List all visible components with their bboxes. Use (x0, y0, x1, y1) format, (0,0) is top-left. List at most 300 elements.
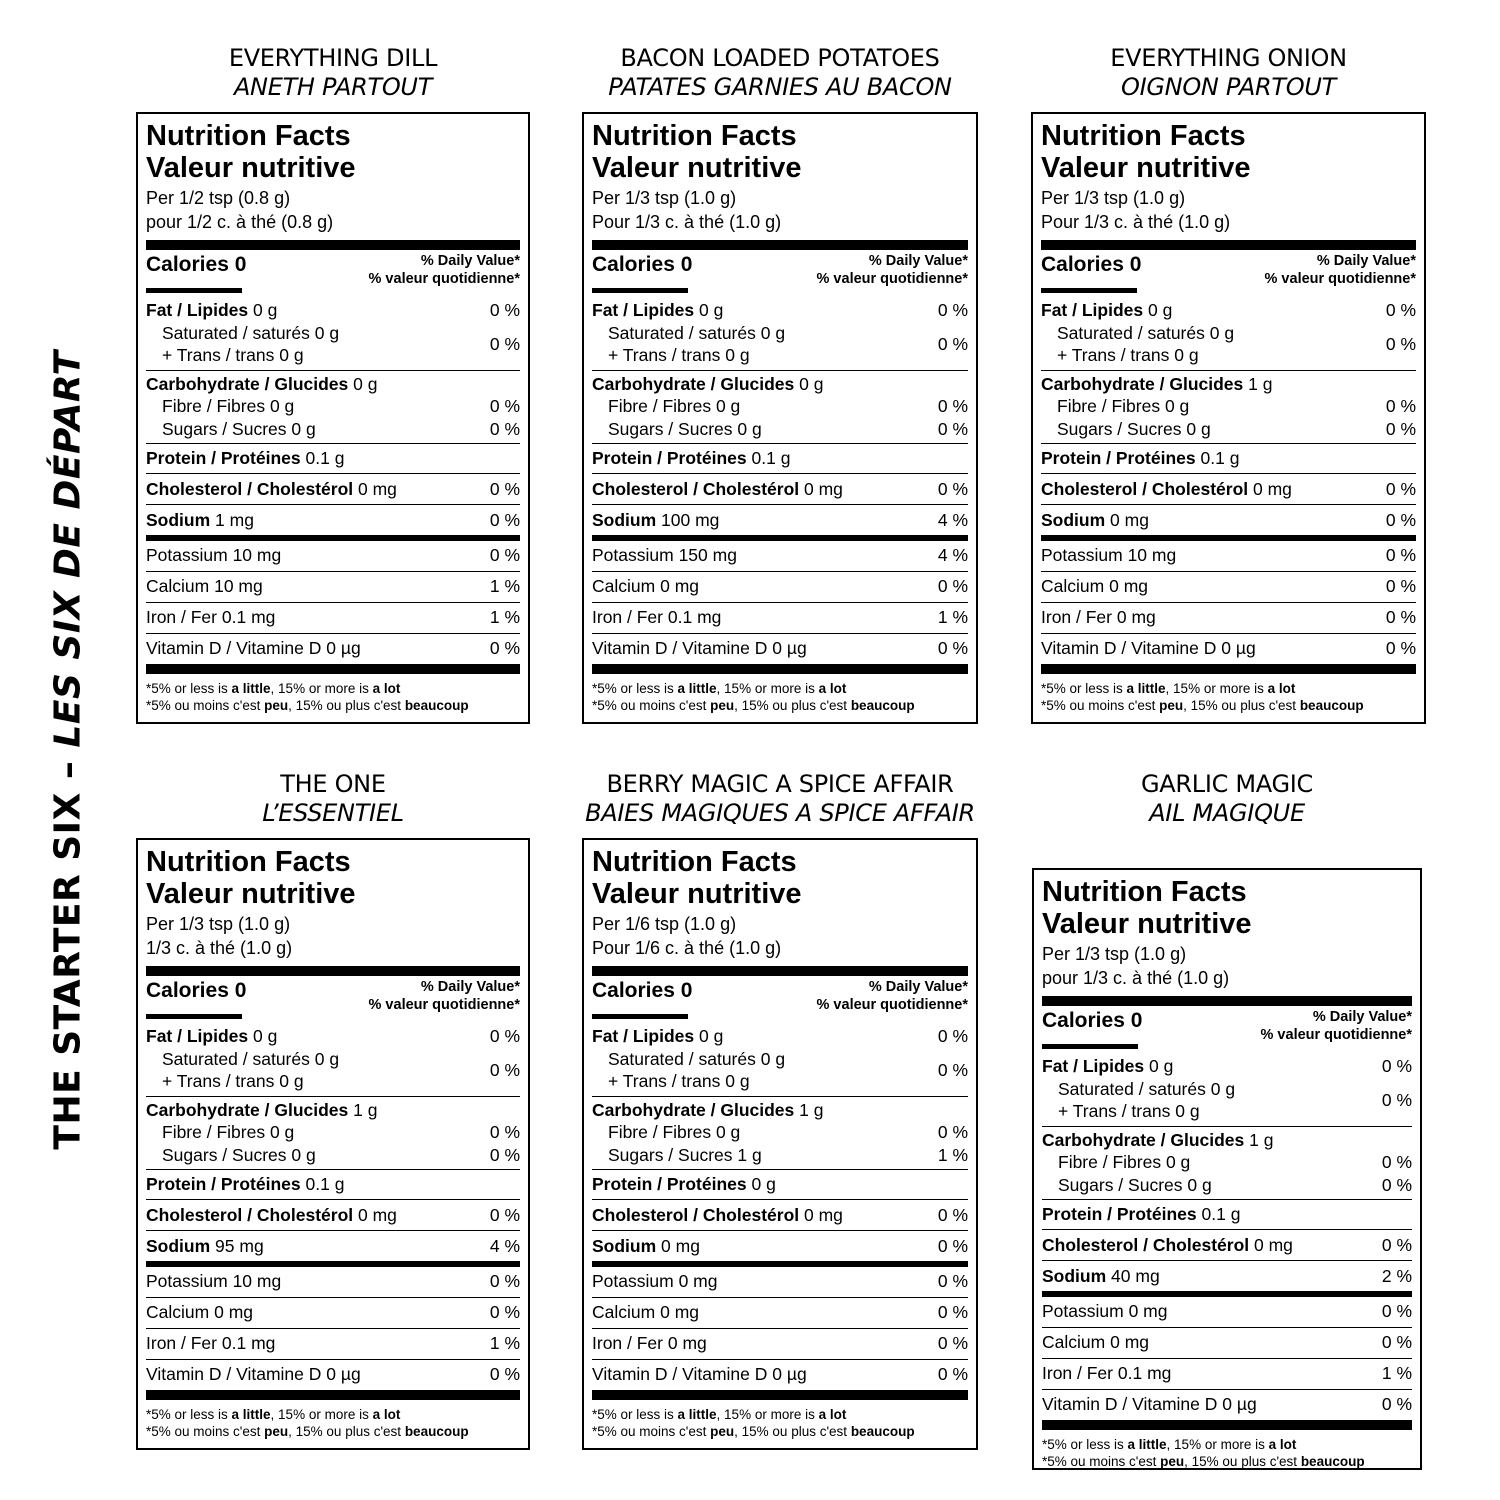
footnote-text: , 15% or more is (270, 680, 373, 696)
side-title-fr: LES SIX DE DÉPART (47, 350, 89, 761)
iron-value: 0.1 mg (1117, 1363, 1172, 1383)
chol-label: Cholesterol / Cholestérol (146, 478, 354, 499)
footnote-text: a lot (372, 680, 401, 696)
footnote-text: a little (1126, 680, 1166, 696)
calories-bar (1041, 288, 1137, 293)
chol-pct: 0 % (1381, 1234, 1412, 1255)
fibre-value: 0 g (715, 1122, 741, 1142)
calcium-pct: 0 % (1381, 1332, 1412, 1352)
calories-bar (146, 288, 242, 293)
product-title-fr: BAIES MAGIQUES A SPICE AFFAIR (585, 799, 975, 827)
potassium-pct: 4 % (937, 545, 968, 565)
serving-fr: pour 1/3 c. à thé (1.0 g) (1042, 968, 1230, 988)
serving-en: Per 1/3 tsp (1.0 g) (146, 914, 291, 934)
dv-fr: % valeur quotidienne* (816, 997, 968, 1013)
fibre-label: Fibre / Fibres (162, 396, 266, 416)
calcium-pct: 1 % (489, 576, 520, 596)
calcium-value: 0 mg (214, 1302, 253, 1322)
sodium-label: Sodium (592, 510, 657, 530)
carb-label: Carbohydrate / Glucides (592, 1099, 795, 1120)
sat-value: 0 g (1210, 1078, 1236, 1099)
calcium-value: 10 mg (214, 576, 263, 596)
serving-size (1042, 942, 1412, 990)
vitd-value: 0 µg (1221, 638, 1256, 658)
carb-value: 1 g (799, 1099, 824, 1120)
protein-row (592, 1170, 968, 1199)
sugars-label: Sugars / Sucres (1057, 418, 1182, 439)
calories-label: Calories (592, 253, 675, 276)
serving-size (146, 912, 520, 960)
dv-en: % Daily Value* (1316, 253, 1416, 269)
calcium-pct: 0 % (489, 1302, 520, 1322)
vitd-value: 0 µg (1222, 1394, 1257, 1414)
trans-value: 0 g (279, 1071, 304, 1091)
fibre-value: 0 g (269, 1122, 295, 1142)
footnote-text: beaucoup (850, 1423, 915, 1439)
cholesterol-row (592, 474, 968, 505)
carb-group (146, 371, 520, 444)
footnote-text: , 15% ou plus c'est (1183, 697, 1300, 713)
sodium-value: 0 mg (661, 1236, 700, 1256)
dv-en: % Daily Value* (1312, 1009, 1412, 1025)
potassium-label: Potassium (146, 1271, 228, 1291)
footnote-text: , 15% ou plus c'est (734, 1423, 851, 1439)
iron-pct: 0 % (1385, 607, 1416, 627)
divider (592, 240, 968, 250)
product-title-fr: AIL MAGIQUE (1149, 799, 1305, 827)
sugars-value: 0 g (1187, 1174, 1212, 1195)
calcium-pct: 0 % (1385, 576, 1416, 596)
protein-row (146, 1170, 520, 1199)
fat-value: 0 g (1148, 1056, 1174, 1076)
calcium-pct: 0 % (937, 1302, 968, 1322)
potassium-label: Potassium (592, 545, 674, 565)
iron-value: 0 mg (667, 1333, 707, 1353)
serving-size (592, 186, 968, 234)
sodium-label: Sodium (146, 1236, 211, 1256)
vitd-pct: 0 % (937, 1364, 968, 1384)
chol-pct: 0 % (489, 478, 520, 499)
serving-size (592, 912, 968, 960)
calories-value: 0 (1129, 253, 1142, 276)
sat-value: 0 g (760, 1048, 786, 1069)
potassium-value: 10 mg (1127, 545, 1177, 565)
fat-pct: 0 % (937, 1026, 968, 1046)
potassium-pct: 0 % (489, 1271, 520, 1291)
footnote-text: a little (231, 680, 271, 696)
potassium-row (592, 541, 968, 571)
product-title-fr: OIGNON PARTOUT (1121, 73, 1336, 101)
calcium-row (1042, 1328, 1412, 1358)
sugars-label: Sugars / Sucres (162, 418, 287, 439)
calories-row (146, 250, 520, 288)
protein-row (1042, 1200, 1412, 1229)
iron-label: Iron / Fer (146, 1333, 217, 1353)
calcium-row (1041, 572, 1416, 602)
chol-value: 0 mg (804, 478, 843, 499)
sat-label: Saturated / saturés (608, 1048, 756, 1069)
trans-label: + Trans / trans (1058, 1101, 1171, 1121)
calories-row (146, 976, 520, 1014)
iron-row (1042, 1359, 1412, 1389)
footnote-text: , 15% ou plus c'est (288, 1423, 405, 1439)
sat-trans-pct: 0 % (489, 1059, 520, 1080)
iron-row (592, 603, 968, 633)
vitd-pct: 0 % (489, 638, 520, 658)
iron-label: Iron / Fer (592, 607, 663, 627)
protein-row (1041, 444, 1416, 473)
cholesterol-row (592, 1200, 968, 1231)
divider (1042, 1420, 1412, 1430)
iron-row (146, 603, 520, 633)
fat-value: 0 g (698, 1026, 724, 1046)
vitamin-d-row (592, 1360, 968, 1390)
potassium-row (1041, 541, 1416, 571)
footnote-text: a lot (372, 1406, 401, 1422)
potassium-value: 0 mg (1128, 1301, 1168, 1321)
dv-fr: % valeur quotidienne* (816, 271, 968, 287)
sat-label: Saturated / saturés (162, 1048, 310, 1069)
footnote (146, 1400, 520, 1440)
fat-pct: 0 % (1381, 1056, 1412, 1076)
potassium-row (1042, 1297, 1412, 1327)
protein-label: Protein / Protéines (146, 1174, 301, 1194)
fibre-label: Fibre / Fibres (608, 396, 712, 416)
product-title-en: GARLIC MAGIC (1140, 770, 1314, 798)
fat-label: Fat / Lipides (1041, 300, 1144, 320)
footnote-text: *5% or less is (1041, 680, 1127, 696)
carb-group (592, 1097, 968, 1170)
carb-label: Carbohydrate / Glucides (592, 373, 795, 394)
fat-group (592, 1023, 968, 1096)
footnote-text: a lot (1267, 680, 1296, 696)
potassium-label: Potassium (592, 1271, 674, 1291)
calories-bar (592, 288, 688, 293)
carb-value: 1 g (353, 1099, 378, 1120)
vitd-label: Vitamin D / Vitamine D (592, 638, 768, 658)
sat-label: Saturated / saturés (1057, 322, 1205, 343)
heading-en: Nutrition Facts (146, 120, 351, 152)
chol-value: 0 mg (358, 478, 397, 499)
calories-bar (146, 1014, 242, 1019)
daily-value-header (1261, 1008, 1412, 1044)
heading-en: Nutrition Facts (1041, 120, 1246, 152)
fibre-label: Fibre / Fibres (608, 1122, 712, 1142)
footnote (1041, 674, 1416, 714)
protein-value: 0.1 g (305, 1174, 345, 1194)
sat-label: Saturated / saturés (1058, 1078, 1206, 1099)
sugars-value: 1 g (737, 1144, 762, 1165)
sodium-pct: 0 % (1385, 510, 1416, 530)
product-title-fr: L’ESSENTIEL (262, 799, 404, 827)
serving-fr: 1/3 c. à thé (1.0 g) (146, 938, 293, 958)
sat-value: 0 g (314, 1048, 340, 1069)
potassium-label: Potassium (146, 545, 228, 565)
footnote-text: peu (1160, 1453, 1185, 1469)
potassium-pct: 0 % (1385, 545, 1416, 565)
calories-value: 0 (680, 979, 693, 1002)
vitd-value: 0 µg (326, 1364, 361, 1384)
protein-label: Protein / Protéines (592, 1174, 747, 1194)
divider (146, 1390, 520, 1400)
sat-trans-pct: 0 % (1381, 1089, 1412, 1110)
sugars-value: 0 g (291, 418, 316, 439)
calories-row (1041, 250, 1416, 288)
calories-label: Calories (1041, 253, 1124, 276)
fibre-pct: 0 % (937, 396, 968, 416)
fibre-label: Fibre / Fibres (1057, 396, 1161, 416)
vitamin-d-row (592, 634, 968, 664)
potassium-row (146, 541, 520, 571)
fat-group (1041, 297, 1416, 370)
sodium-row (1041, 505, 1416, 535)
iron-pct: 1 % (1381, 1363, 1412, 1383)
sodium-row (592, 505, 968, 535)
calories-label: Calories (146, 253, 229, 276)
vitd-label: Vitamin D / Vitamine D (146, 1364, 322, 1384)
sat-label: Saturated / saturés (162, 322, 310, 343)
iron-value: 0.1 mg (221, 1333, 276, 1353)
divider (1041, 240, 1416, 250)
vitamin-d-row (1041, 634, 1416, 664)
chol-pct: 0 % (1385, 478, 1416, 499)
dv-fr: % valeur quotidienne* (368, 997, 520, 1013)
carb-group (1041, 371, 1416, 444)
potassium-pct: 0 % (937, 1271, 968, 1291)
sodium-label: Sodium (1041, 510, 1106, 530)
footnote-text: a little (231, 1406, 271, 1422)
sodium-value: 100 mg (661, 510, 720, 530)
nutrition-facts-label (136, 112, 530, 724)
heading-fr: Valeur nutritive (146, 878, 356, 910)
calcium-label: Calcium (1041, 576, 1105, 596)
footnote-text: , 15% or more is (716, 1406, 819, 1422)
footnote-text: peu (264, 697, 289, 713)
divider (146, 664, 520, 674)
chol-value: 0 mg (1253, 478, 1292, 499)
sodium-row (592, 1231, 968, 1261)
product-card (992, 770, 1462, 1469)
iron-value: 0 mg (1116, 607, 1156, 627)
dv-fr: % valeur quotidienne* (1264, 271, 1416, 287)
nutrition-facts-label (1032, 868, 1422, 1470)
calcium-label: Calcium (146, 576, 210, 596)
fibre-value: 0 g (715, 396, 741, 416)
sugars-value: 0 g (737, 418, 762, 439)
page-side-title (48, 350, 89, 1149)
product-card (96, 44, 570, 713)
vitamin-d-row (146, 634, 520, 664)
vitd-pct: 0 % (489, 1364, 520, 1384)
calories-row (592, 976, 968, 1014)
iron-label: Iron / Fer (146, 607, 217, 627)
product-title-fr: ANETH PARTOUT (233, 73, 433, 101)
sodium-label: Sodium (1042, 1266, 1107, 1286)
serving-size (146, 186, 520, 234)
protein-value: 0.1 g (1200, 448, 1240, 468)
protein-value: 0 g (751, 1174, 776, 1194)
sugars-label: Sugars / Sucres (608, 1144, 733, 1165)
dv-en: % Daily Value* (420, 253, 520, 269)
trans-value: 0 g (725, 1071, 750, 1091)
iron-label: Iron / Fer (592, 1333, 663, 1353)
footnote-text: , 15% ou plus c'est (734, 697, 851, 713)
footnote-text: peu (710, 697, 735, 713)
chol-label: Cholesterol / Cholestérol (592, 478, 800, 499)
footnote-text: *5% ou moins c'est (592, 1423, 711, 1439)
iron-row (1041, 603, 1416, 633)
nutrition-facts-label (582, 838, 978, 1450)
calcium-pct: 0 % (937, 576, 968, 596)
footnote (592, 674, 968, 714)
footnote-text: , 15% or more is (1165, 680, 1268, 696)
calcium-row (592, 1298, 968, 1328)
trans-label: + Trans / trans (1057, 345, 1170, 365)
calcium-label: Calcium (146, 1302, 210, 1322)
fibre-value: 0 g (269, 396, 295, 416)
footnote-text: , 15% ou plus c'est (1184, 1453, 1301, 1469)
calories-value: 0 (234, 979, 247, 1002)
sodium-row (146, 1231, 520, 1261)
vitd-value: 0 µg (772, 1364, 807, 1384)
sugars-label: Sugars / Sucres (162, 1144, 287, 1165)
product-card (991, 44, 1466, 713)
carb-value: 0 g (353, 373, 378, 394)
fibre-pct: 0 % (1385, 396, 1416, 416)
vitamin-d-row (146, 1360, 520, 1390)
divider (592, 664, 968, 674)
sodium-label: Sodium (146, 510, 211, 530)
footnote (146, 674, 520, 714)
carb-value: 0 g (799, 373, 824, 394)
vitd-value: 0 µg (326, 638, 361, 658)
product-title (542, 44, 1018, 110)
fat-pct: 0 % (489, 300, 520, 320)
calcium-label: Calcium (1042, 1332, 1106, 1352)
sugars-pct: 0 % (489, 418, 520, 439)
calories-row (592, 250, 968, 288)
footnote-text: a little (677, 680, 717, 696)
product-title (96, 44, 570, 110)
calories-bar (592, 1014, 688, 1019)
carb-value: 1 g (1249, 1129, 1274, 1150)
vitd-label: Vitamin D / Vitamine D (146, 638, 322, 658)
sugars-label: Sugars / Sucres (1058, 1174, 1183, 1195)
product-card (542, 770, 1018, 1439)
serving-fr: Pour 1/6 c. à thé (1.0 g) (592, 938, 782, 958)
footnote-text: a lot (818, 680, 847, 696)
cholesterol-row (1042, 1230, 1412, 1261)
potassium-row (592, 1267, 968, 1297)
carb-label: Carbohydrate / Glucides (1042, 1129, 1245, 1150)
divider (592, 1390, 968, 1400)
vitd-label: Vitamin D / Vitamine D (1041, 638, 1217, 658)
heading-fr: Valeur nutritive (146, 152, 356, 184)
chol-pct: 0 % (937, 478, 968, 499)
sugars-label: Sugars / Sucres (608, 418, 733, 439)
footnote-text: *5% ou moins c'est (1042, 1453, 1161, 1469)
footnote-text: peu (1159, 697, 1184, 713)
protein-label: Protein / Protéines (1041, 448, 1196, 468)
vitd-pct: 0 % (937, 638, 968, 658)
footnote-text: *5% or less is (146, 680, 232, 696)
serving-en: Per 1/2 tsp (0.8 g) (146, 188, 291, 208)
nutrition-facts-label (582, 112, 978, 724)
calcium-row (592, 572, 968, 602)
footnote-text: *5% ou moins c'est (146, 697, 265, 713)
sat-trans-pct: 0 % (489, 333, 520, 354)
potassium-value: 10 mg (232, 545, 282, 565)
daily-value-header (1265, 252, 1416, 288)
fibre-value: 0 g (1165, 1152, 1191, 1172)
vitd-label: Vitamin D / Vitamine D (592, 1364, 768, 1384)
footnote-text: *5% ou moins c'est (592, 697, 711, 713)
iron-label: Iron / Fer (1041, 607, 1112, 627)
footnote-text: beaucoup (1300, 1453, 1365, 1469)
footnote-text: , 15% or more is (270, 1406, 373, 1422)
heading-fr: Valeur nutritive (592, 152, 802, 184)
fat-group (146, 297, 520, 370)
calcium-row (146, 1298, 520, 1328)
serving-fr: pour 1/2 c. à thé (0.8 g) (146, 212, 334, 232)
serving-en: Per 1/3 tsp (1.0 g) (1042, 944, 1187, 964)
nutrition-facts-label (1031, 112, 1426, 724)
iron-label: Iron / Fer (1042, 1363, 1113, 1383)
footnote-text: beaucoup (404, 1423, 469, 1439)
chol-label: Cholesterol / Cholestérol (1042, 1234, 1250, 1255)
chol-value: 0 mg (358, 1204, 397, 1225)
sodium-pct: 2 % (1381, 1266, 1412, 1286)
calcium-value: 0 mg (1109, 576, 1148, 596)
product-title (992, 770, 1462, 836)
trans-value: 0 g (1175, 1101, 1200, 1121)
calories-value: 0 (1130, 1009, 1143, 1032)
sugars-pct: 0 % (937, 418, 968, 439)
divider (146, 966, 520, 976)
fat-value: 0 g (252, 300, 278, 320)
calcium-value: 0 mg (660, 1302, 699, 1322)
dv-en: % Daily Value* (868, 979, 968, 995)
fat-group (592, 297, 968, 370)
sugars-pct: 0 % (1385, 418, 1416, 439)
daily-value-header (369, 252, 520, 288)
footnote-text: beaucoup (850, 697, 915, 713)
footnote-text: *5% or less is (592, 1406, 678, 1422)
divider (1042, 996, 1412, 1006)
fat-value: 0 g (1147, 300, 1173, 320)
fibre-pct: 0 % (937, 1122, 968, 1142)
product-title-en: BACON LOADED POTATOES (620, 44, 940, 72)
potassium-pct: 0 % (1381, 1301, 1412, 1321)
product-title-en: THE ONE (280, 770, 386, 798)
dv-fr: % valeur quotidienne* (1260, 1027, 1412, 1043)
iron-pct: 0 % (937, 1333, 968, 1353)
sodium-pct: 0 % (937, 1236, 968, 1256)
calcium-row (146, 572, 520, 602)
protein-value: 0.1 g (305, 448, 345, 468)
carb-group (592, 371, 968, 444)
product-title (96, 770, 570, 836)
cholesterol-row (1041, 474, 1416, 505)
divider (1041, 664, 1416, 674)
sodium-label: Sodium (592, 1236, 657, 1256)
chol-label: Cholesterol / Cholestérol (1041, 478, 1249, 499)
footnote-text: , 15% ou plus c'est (288, 697, 405, 713)
serving-en: Per 1/3 tsp (1.0 g) (592, 188, 737, 208)
iron-pct: 1 % (937, 607, 968, 627)
fat-group (146, 1023, 520, 1096)
footnote-text: *5% ou moins c'est (146, 1423, 265, 1439)
